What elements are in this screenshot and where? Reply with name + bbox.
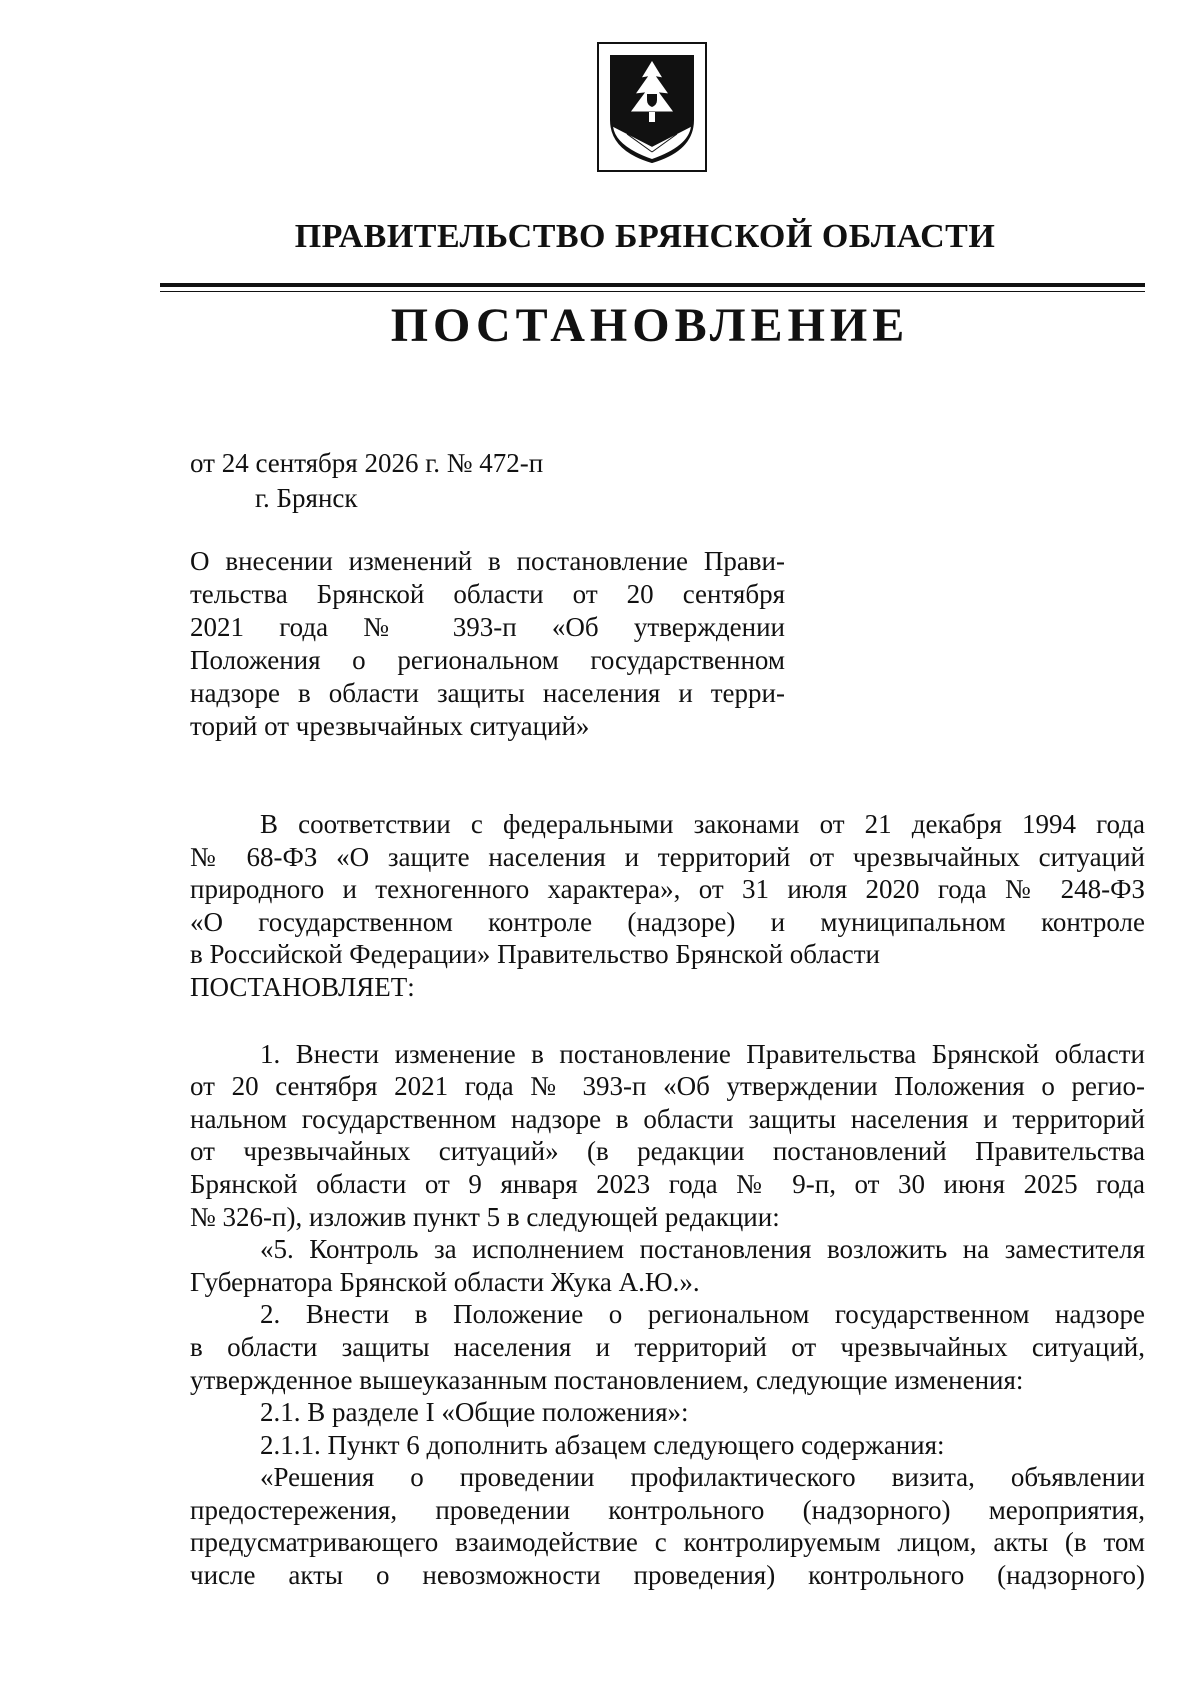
document-city: г. Брянск [255,483,358,513]
subject-line: надзоре в области защиты населения и терри- [190,678,785,708]
subject-line: О внесении изменений в постановление Прави- [190,546,785,576]
item2-line: 2. Внести в Положение о региональном государственном надзоре [260,1299,1145,1330]
item2-1-1-quote-line: «Решения о проведении профилактического визита, объявлении [260,1462,1145,1493]
item2-1-1-quote-line: предусматривающего взаимодействие с контролируемым лицом, акты (в том [190,1527,1145,1558]
document-date-number: от 24 сентября 2026 г. № 472-п [190,448,544,478]
item2-line: в области защиты населения и территорий от чрезвычайных ситуаций, [190,1331,1145,1362]
preamble-line: природного и техногенного характера», от 31 июля 2020 года № 248-ФЗ [190,874,1145,905]
paragraph-gap [190,1004,1145,1038]
item1-line: нальном государственном надзоре в области защиты населения и территорий [190,1103,1145,1134]
subject-line: тельства Брянской области от 20 сентября [190,579,785,609]
preamble-line: В соответствии с федеральными законами от 21 декабря 1994 года [260,809,1145,839]
document-subject [190,545,785,743]
header-rule-thick [160,283,1145,287]
item1-quote-line: Губернатора Брянской области Жука А.Ю.». [190,1266,700,1297]
item1-quote-line: «5. Контроль за исполнением постановления возложить на заместителя [260,1234,1145,1265]
item1-line: Брянской области от 9 января 2023 года № 9-п, от 30 июня 2025 года [190,1168,1145,1199]
preamble-line: «О государственном контроле (надзоре) и муниципальном контроле [190,906,1145,937]
item1-line: от чрезвычайных ситуаций» (в редакции постановлений Правительства [190,1136,1145,1167]
item2-1-line: 2.1. В разделе I «Общие положения»: [260,1397,689,1428]
document-body [190,808,1145,1592]
subject-line: 2021 года № 393-п «Об утверждении [190,612,785,642]
subject-line: торий от чрезвычайных ситуаций» [190,711,590,741]
item2-1-1-quote-line: числе акты о невозможности проведения) контрольного (надзорного) [190,1560,1145,1591]
item1-line: № 326-п), изложив пункт 5 в следующей редакции: [190,1201,780,1232]
subject-line: Положения о региональном государственном [190,645,785,675]
item1-line: 1. Внести изменение в постановление Правительства Брянской области [260,1038,1145,1069]
header-rule-thin [160,291,1145,292]
preamble-resolves: ПОСТАНОВЛЯЕТ: [190,971,415,1002]
item1-line: от 20 сентября 2021 года № 393-п «Об утверждении Положения о регио- [190,1071,1145,1102]
preamble-line: в Российской Федерации» Правительство Брянской области [190,939,880,970]
item2-1-1-quote-line: предостережения, проведении контрольного (надзорного) мероприятия, [190,1494,1145,1525]
document-type-title: ПОСТАНОВЛЕНИЕ [390,299,910,352]
coat-of-arms-bryansk-icon [597,42,707,172]
item2-1-1-line: 2.1.1. Пункт 6 дополнить абзацем следующего содержания: [260,1429,945,1460]
organization-title: ПРАВИТЕЛЬСТВО БРЯНСКОЙ ОБЛАСТИ [294,218,996,255]
preamble-line: № 68-ФЗ «О защите населения и территорий от чрезвычайных ситуаций [190,841,1145,872]
item2-line: утвержденное вышеуказанным постановлением, следующие изменения: [190,1364,1024,1395]
